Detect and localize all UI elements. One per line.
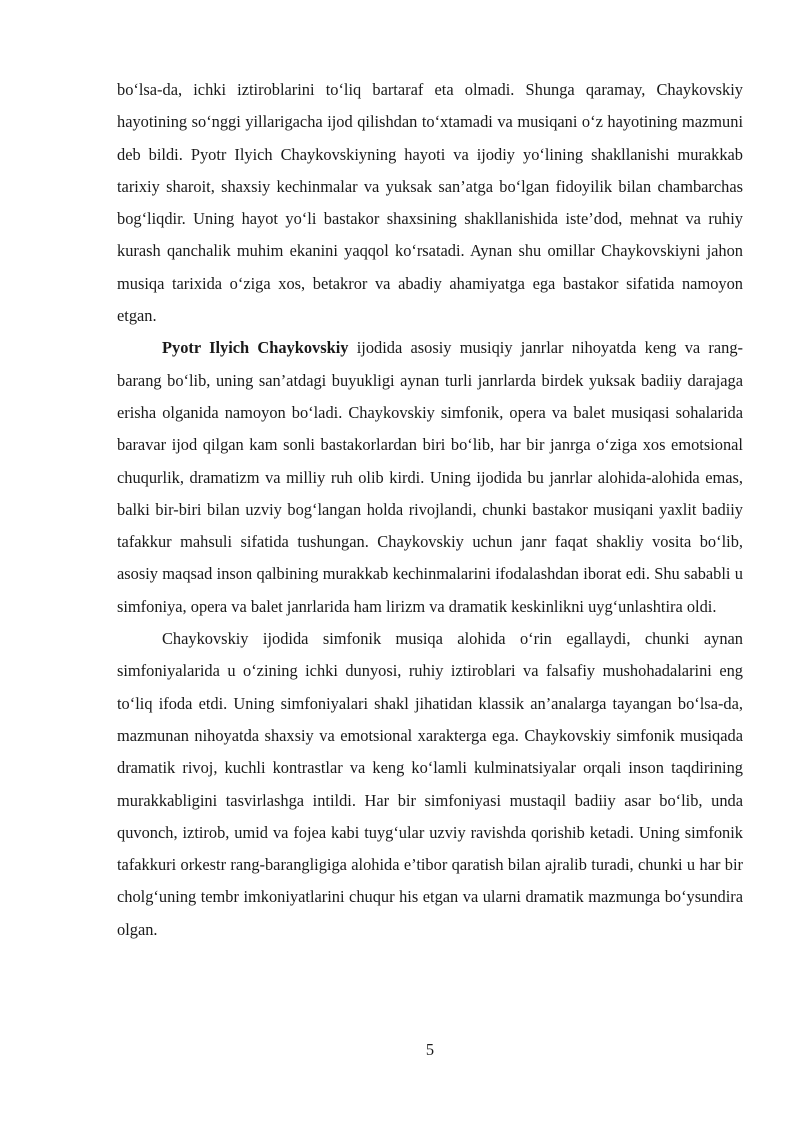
- paragraph-1-text: bo‘lsa-da, ichki iztiroblarini to‘liq bartaraf eta olmadi. Shunga qaramay, Chaykovskiy hayotining so‘nggi yillarigacha ijod qilishdan to‘xtamadi va musiqani o‘z hayotining mazmuni deb bildi. Pyotr Ilyich Chaykovskiyning hayoti va ijodiy yo‘lining shakllanishi murakkab tarixiy sharoit, shaxsiy kechinmalar va yuksak san’atga bo‘lgan fidoyilik bilan chambarchas bog‘liqdir. Uning hayot yo‘li bastakor shaxsining shakllanishida iste’dod, mehnat va ruhiy kurash qanchalik muhim ekanini yaqqol ko‘rsatadi. Aynan shu omillar Chaykovskiyni jahon musiqa tarixida o‘ziga xos, betakror va abadiy ahamiyatga ega bastakor sifatida namoyon etgan.: [117, 80, 743, 326]
- paragraph-3-text: Chaykovskiy ijodida simfonik musiqa alohida o‘rin egallaydi, chunki aynan simfoniyalarida u o‘zining ichki dunyosi, ruhiy iztiroblari va falsafiy mushohadalarini eng to‘liq ifoda etdi. Uning simfoniyalari shakl jihatidan klassik an’analarga tayangan bo‘lsa-da, mazmunan nihoyatda shaxsiy va emotsional xarakterga ega. Chaykovskiy simfonik musiqada dramatik rivoj, kuchli kontrastlar va keng ko‘lamli kulminatsiyalar orqali inson taqdirining murakkabligini tasvirlashga intildi. Har bir simfoniyasi mustaqil badiiy asar bo‘lib, unda quvonch, iztirob, umid va fojea kabi tuyg‘ular uzviy ravishda qorishib ketadi. Uning simfonik tafakkuri orkestr rang-barangligiga alohida e’tibor qaratish bilan ajralib turadi, chunki u har bir cholg‘uning tembr imkoniyatlarini chuqur his etgan va ularni dramatik mazmunga bo‘ysundira olgan.: [117, 629, 743, 939]
- document-body: [117, 74, 743, 946]
- page-number: 5: [425, 1040, 435, 1059]
- paragraph-2-text: ijodida asosiy musiqiy janrlar nihoyatda keng va rang-barang bo‘lib, uning san’atdagi buyukligi aynan turli janrlarda birdek yuksak badiiy darajaga erisha olganida namoyon bo‘ladi. Chaykovskiy simfonik, opera va balet musiqasi sohalarida baravar ijod qilgan kam sonli bastakorlardan biri bo‘lib, har bir janrga o‘ziga xos emotsional chuqurlik, dramatizm va milliy ruh olib kirdi. Uning ijodida bu janrlar alohida-alohida emas, balki bir-biri bilan uzviy bog‘langan holda rivojlandi, chunki bastakor musiqani yaxlit badiiy tafakkur mahsuli sifatida tushungan. Chaykovskiy uchun janr faqat shakliy vosita bo‘lib, asosiy maqsad inson qalbining murakkab kechinmalarini ifodalashdan iborat edi. Shu sababli u simfoniya, opera va balet janrlarida ham lirizm va dramatik keskinlikni uyg‘unlashtira oldi.: [117, 338, 744, 616]
- paragraph-2: [117, 332, 743, 623]
- paragraph-1: [117, 74, 743, 332]
- paragraph-3: [117, 623, 743, 946]
- paragraph-2-bold-lead: Pyotr Ilyich Chaykovskiy: [162, 338, 349, 358]
